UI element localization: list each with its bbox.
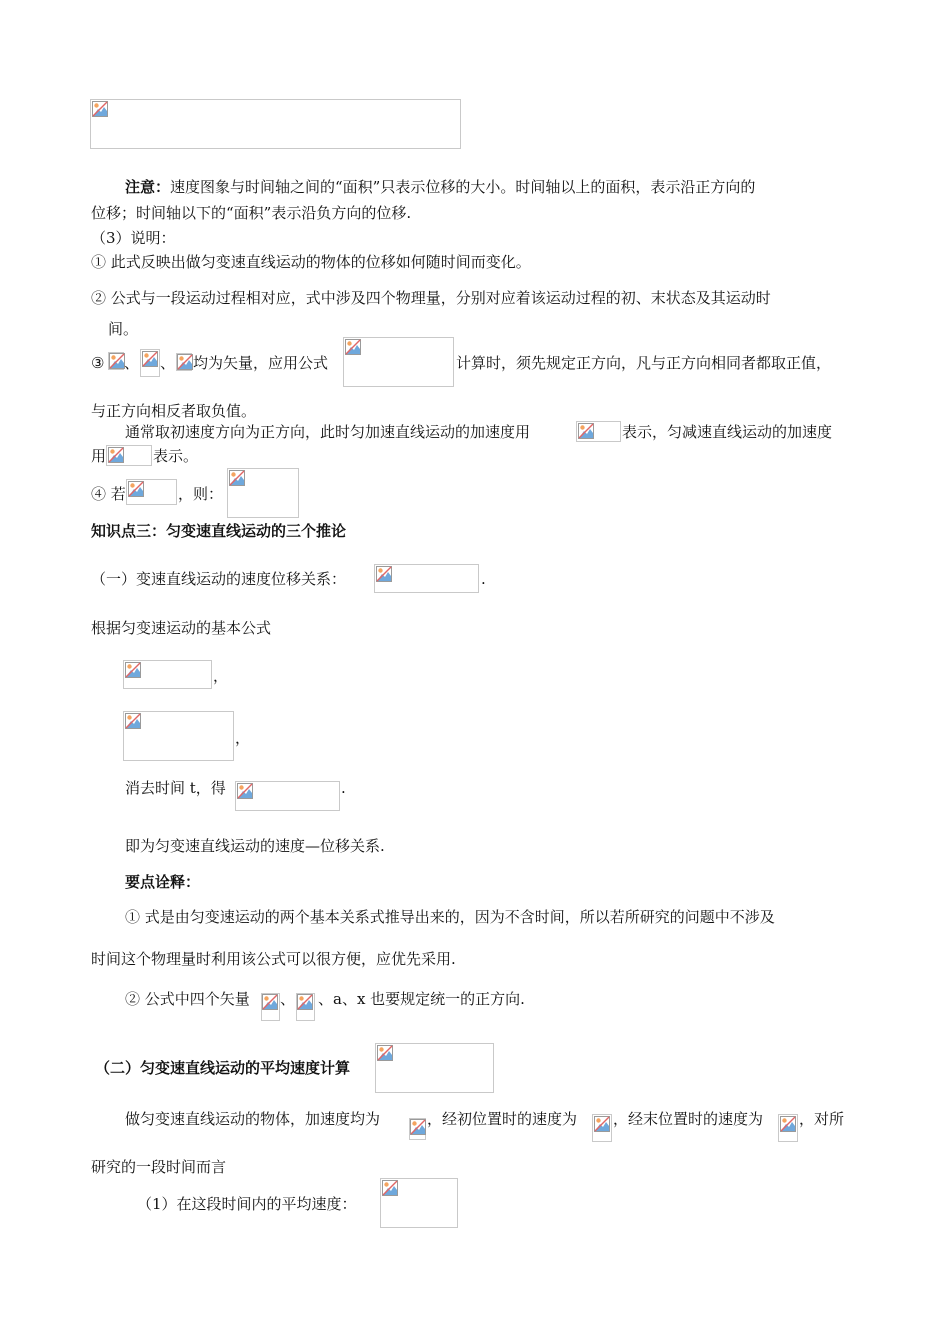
comma: ， [213,667,229,685]
key-2-a: ② 公式中四个矢量 [125,990,250,1008]
symbol-image [409,1118,426,1140]
separator: 、 [280,990,296,1008]
key-2-b: 、a、x 也要规定统一的正方向. [318,990,525,1008]
formula-image [123,711,234,761]
explain-item-4-mid: ，则： [178,485,224,503]
formula-image [380,1178,458,1228]
explain-item-2-line-2: 间。 [108,320,139,338]
broken-image-icon [410,1119,426,1135]
para-line-1a: 通常取初速度方向为正方向，此时匀加速直线运动的加速度用 [125,423,531,441]
formula-image [227,468,299,518]
section-title: 知识点三：匀变速直线运动的三个推论 [91,522,347,540]
separator: 、 [160,354,176,372]
symbol-image [778,1114,798,1142]
explain-item-2-line-1: ② 公式与一段运动过程相对应，式中涉及四个物理量，分别对应着该运动过程的初、末状态及其运动时 [91,289,771,307]
key-1-line-1: ① 式是由匀变速运动的两个基本关系式推导出来的，因为不含时间，所以若所研究的问题中不涉及 [125,908,775,926]
broken-image-icon [125,713,141,729]
formula-image [90,99,461,149]
broken-image-icon [262,994,278,1010]
explain-item-1: ① 此式反映出做匀变速直线运动的物体的位移如何随时间而变化。 [91,253,531,271]
formula-image [235,781,340,811]
relation-text: 即为匀变速直线运动的速度—位移关系. [125,837,385,855]
sec2-p1-c: ，经末位置时的速度为 [613,1110,764,1128]
symbol-image [176,353,192,371]
para-line-2b: 表示。 [153,447,199,465]
basis-text: 根据匀变速运动的基本公式 [91,619,272,637]
broken-image-icon [594,1116,610,1132]
formula-image [343,337,454,387]
symbol-image [592,1114,612,1142]
broken-image-icon [128,481,144,497]
explain-item-4-prefix: ④ 若 [91,485,126,503]
sec2-p2: 研究的一段时间而言 [91,1158,227,1176]
sec2-p1-b: ，经初位置时的速度为 [427,1110,578,1128]
broken-image-icon [229,470,245,486]
key-1-line-2: 时间这个物理量时利用该公式可以很方便，应优先采用. [91,950,456,968]
symbol-image [108,352,124,370]
key-points-label: 要点诠释： [125,873,201,891]
explain-item-3-mid: 均为矢量，应用公式 [193,354,329,372]
broken-image-icon [297,994,313,1010]
formula-image [374,564,479,593]
formula-image [126,479,177,505]
symbol-image [140,349,160,377]
para-line-1b: 表示，匀减速直线运动的加速度 [622,423,833,441]
broken-image-icon [345,339,361,355]
formula-image [576,421,621,442]
broken-image-icon [377,1045,393,1061]
explain-item-3-line-2: 与正方向相反者取负值。 [91,402,257,420]
comma: ， [235,729,251,747]
sec2-label: （二）匀变速直线运动的平均速度计算 [95,1059,351,1077]
sec2-p1-a: 做匀变速直线运动的物体，加速度均为 [125,1110,381,1128]
sec1-label: （一）变速直线运动的速度位移关系： [91,570,347,588]
formula-image [106,445,152,466]
symbol-image [261,993,280,1021]
broken-image-icon [109,353,125,369]
symbol-image [296,993,315,1021]
broken-image-icon [92,101,108,117]
note-line-2: 位移；时间轴以下的“面积”表示沿负方向的位移. [91,204,412,222]
broken-image-icon [108,447,124,463]
broken-image-icon [376,566,392,582]
broken-image-icon [125,662,141,678]
note-label: 注意： [125,178,171,196]
formula-image [123,660,212,689]
broken-image-icon [142,351,158,367]
explain-heading: （3）说明： [91,229,176,247]
sec2-p1-d: ，对所 [799,1110,845,1128]
broken-image-icon [382,1180,398,1196]
eliminate-text: 消去时间 t，得 [125,779,226,797]
eliminate-end: . [341,779,346,797]
broken-image-icon [780,1116,796,1132]
formula-image [375,1043,494,1093]
explain-item-3-prefix: ③ [91,354,105,372]
separator: 、 [124,354,140,372]
explain-item-3-tail: 计算时，须先规定正方向，凡与正方向相同者都取正值， [456,354,832,372]
sec1-end: . [481,570,486,588]
sec2-item-1: （1）在这段时间内的平均速度： [137,1195,357,1213]
note-line-1: 注意：速度图象与时间轴之间的“面积”只表示位移的大小。时间轴以上的面积，表示沿正方向的 [125,178,756,196]
broken-image-icon [237,783,253,799]
broken-image-icon [578,423,594,439]
para-line-2a: 用 [91,447,107,465]
broken-image-icon [177,354,193,370]
